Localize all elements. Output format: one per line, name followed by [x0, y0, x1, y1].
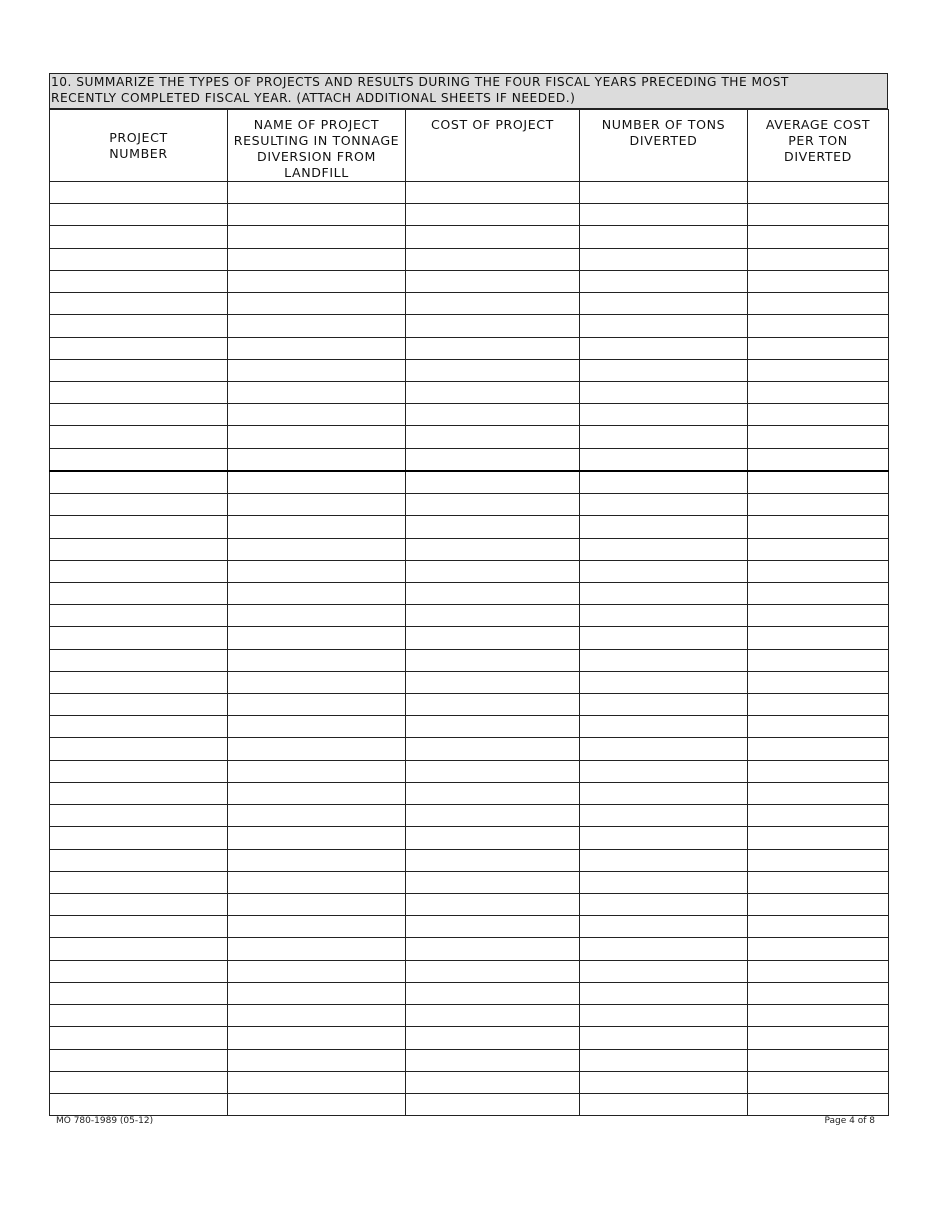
tons-diverted-cell[interactable]: [580, 716, 748, 738]
tons-diverted-cell[interactable]: [580, 1093, 748, 1115]
tons-diverted-cell[interactable]: [580, 1005, 748, 1027]
average-cost-cell[interactable]: [748, 716, 889, 738]
table-row: [50, 1049, 889, 1071]
header-row: [50, 110, 889, 182]
project-number-cell[interactable]: [50, 627, 228, 649]
project-cost-cell[interactable]: [406, 1005, 580, 1027]
project-name-cell[interactable]: [228, 871, 406, 893]
project-name-cell[interactable]: [228, 226, 406, 248]
table-row: [50, 538, 889, 560]
project-cost-cell[interactable]: [406, 448, 580, 471]
project-cost-cell[interactable]: [406, 916, 580, 938]
project-cost-cell[interactable]: [406, 204, 580, 226]
average-cost-cell[interactable]: [748, 337, 889, 359]
average-cost-cell[interactable]: [748, 849, 889, 871]
average-cost-cell[interactable]: [748, 738, 889, 760]
project-cost-cell[interactable]: [406, 182, 580, 204]
project-name-cell[interactable]: [228, 426, 406, 448]
project-number-cell[interactable]: [50, 560, 228, 582]
column-header-tons-diverted: NUMBER OF TONS DIVERTED: [580, 110, 748, 182]
average-cost-cell[interactable]: [748, 560, 889, 582]
project-number-cell[interactable]: [50, 270, 228, 292]
tons-diverted-cell[interactable]: [580, 738, 748, 760]
project-number-cell[interactable]: [50, 760, 228, 782]
tons-diverted-cell[interactable]: [580, 494, 748, 516]
project-name-cell[interactable]: [228, 359, 406, 381]
table-row: [50, 716, 889, 738]
average-cost-cell[interactable]: [748, 760, 889, 782]
table-row: [50, 404, 889, 426]
tons-diverted-cell[interactable]: [580, 760, 748, 782]
form-number: MO 780-1989 (05-12): [56, 1116, 154, 1126]
tons-diverted-cell[interactable]: [580, 426, 748, 448]
average-cost-cell[interactable]: [748, 1093, 889, 1115]
tons-diverted-cell[interactable]: [580, 182, 748, 204]
project-number-cell[interactable]: [50, 738, 228, 760]
table-row: [50, 694, 889, 716]
project-number-cell[interactable]: [50, 516, 228, 538]
project-name-cell[interactable]: [228, 738, 406, 760]
column-header-average-cost: AVERAGE COST PER TON DIVERTED: [748, 110, 889, 182]
project-name-cell[interactable]: [228, 849, 406, 871]
project-cost-cell[interactable]: [406, 494, 580, 516]
column-header-project-cost: COST OF PROJECT: [406, 110, 580, 182]
project-cost-cell[interactable]: [406, 605, 580, 627]
tons-diverted-cell[interactable]: [580, 605, 748, 627]
project-cost-cell[interactable]: [406, 516, 580, 538]
project-cost-cell[interactable]: [406, 894, 580, 916]
project-number-cell[interactable]: [50, 381, 228, 403]
table-row: [50, 226, 889, 248]
column-header-project-name: NAME OF PROJECT RESULTING IN TONNAGE DIVERSION FROM LANDFILL: [228, 110, 406, 182]
project-name-cell[interactable]: [228, 760, 406, 782]
project-number-cell[interactable]: [50, 426, 228, 448]
average-cost-cell[interactable]: [748, 448, 889, 471]
average-cost-cell[interactable]: [748, 982, 889, 1004]
table-row: [50, 605, 889, 627]
page-number: Page 4 of 8: [824, 1116, 875, 1126]
average-cost-cell[interactable]: [748, 538, 889, 560]
project-name-cell[interactable]: [228, 649, 406, 671]
table-row: [50, 782, 889, 804]
average-cost-cell[interactable]: [748, 649, 889, 671]
project-cost-cell[interactable]: [406, 627, 580, 649]
project-name-cell[interactable]: [228, 560, 406, 582]
table-row: [50, 359, 889, 381]
project-name-cell[interactable]: [228, 894, 406, 916]
project-name-cell[interactable]: [228, 960, 406, 982]
project-number-cell[interactable]: [50, 337, 228, 359]
project-cost-cell[interactable]: [406, 293, 580, 315]
tons-diverted-cell[interactable]: [580, 538, 748, 560]
project-cost-cell[interactable]: [406, 671, 580, 693]
project-name-cell[interactable]: [228, 381, 406, 403]
project-cost-cell[interactable]: [406, 538, 580, 560]
project-cost-cell[interactable]: [406, 960, 580, 982]
project-number-cell[interactable]: [50, 494, 228, 516]
project-number-cell[interactable]: [50, 849, 228, 871]
project-number-cell[interactable]: [50, 671, 228, 693]
table-row: [50, 182, 889, 204]
table-row: [50, 738, 889, 760]
project-number-cell[interactable]: [50, 1005, 228, 1027]
project-name-cell[interactable]: [228, 538, 406, 560]
table-row: [50, 293, 889, 315]
average-cost-cell[interactable]: [748, 1071, 889, 1093]
table-row: [50, 871, 889, 893]
project-name-cell[interactable]: [228, 1027, 406, 1049]
project-name-cell[interactable]: [228, 293, 406, 315]
average-cost-cell[interactable]: [748, 805, 889, 827]
tons-diverted-cell[interactable]: [580, 849, 748, 871]
table-row: [50, 760, 889, 782]
tons-diverted-cell[interactable]: [580, 1049, 748, 1071]
project-name-cell[interactable]: [228, 404, 406, 426]
project-number-cell[interactable]: [50, 293, 228, 315]
project-name-cell[interactable]: [228, 1071, 406, 1093]
project-cost-cell[interactable]: [406, 404, 580, 426]
average-cost-cell[interactable]: [748, 404, 889, 426]
project-name-cell[interactable]: [228, 627, 406, 649]
project-cost-cell[interactable]: [406, 760, 580, 782]
project-cost-cell[interactable]: [406, 738, 580, 760]
table-row: [50, 1005, 889, 1027]
tons-diverted-cell[interactable]: [580, 694, 748, 716]
average-cost-cell[interactable]: [748, 871, 889, 893]
tons-diverted-cell[interactable]: [580, 982, 748, 1004]
project-name-cell[interactable]: [228, 1093, 406, 1115]
project-cost-cell[interactable]: [406, 782, 580, 804]
tons-diverted-cell[interactable]: [580, 337, 748, 359]
table-row: [50, 448, 889, 471]
table-row: [50, 805, 889, 827]
project-name-cell[interactable]: [228, 1049, 406, 1071]
tons-diverted-cell[interactable]: [580, 381, 748, 403]
project-name-cell[interactable]: [228, 982, 406, 1004]
section-heading: 10. SUMMARIZE THE TYPES OF PROJECTS AND RESULTS DURING THE FOUR FISCAL YEARS PRECEDING THE MOST RECENTLY COMPLETED FISCAL YEAR. (ATTACH ADDITIONAL SHEETS IF NEEDED.): [49, 73, 888, 109]
table-row: [50, 248, 889, 270]
project-number-cell[interactable]: [50, 649, 228, 671]
average-cost-cell[interactable]: [748, 1049, 889, 1071]
table-row: [50, 849, 889, 871]
project-number-cell[interactable]: [50, 182, 228, 204]
project-cost-cell[interactable]: [406, 805, 580, 827]
tons-diverted-cell[interactable]: [580, 248, 748, 270]
project-number-cell[interactable]: [50, 960, 228, 982]
tons-diverted-cell[interactable]: [580, 782, 748, 804]
project-cost-cell[interactable]: [406, 827, 580, 849]
average-cost-cell[interactable]: [748, 627, 889, 649]
project-cost-cell[interactable]: [406, 716, 580, 738]
tons-diverted-cell[interactable]: [580, 448, 748, 471]
table-row: [50, 582, 889, 604]
table-row: [50, 982, 889, 1004]
tons-diverted-cell[interactable]: [580, 671, 748, 693]
average-cost-cell[interactable]: [748, 248, 889, 270]
project-cost-cell[interactable]: [406, 938, 580, 960]
average-cost-cell[interactable]: [748, 1005, 889, 1027]
tons-diverted-cell[interactable]: [580, 827, 748, 849]
project-name-cell[interactable]: [228, 182, 406, 204]
project-cost-cell[interactable]: [406, 1027, 580, 1049]
average-cost-cell[interactable]: [748, 827, 889, 849]
project-name-cell[interactable]: [228, 827, 406, 849]
project-cost-cell[interactable]: [406, 1093, 580, 1115]
project-number-cell[interactable]: [50, 404, 228, 426]
average-cost-cell[interactable]: [748, 226, 889, 248]
tons-diverted-cell[interactable]: [580, 560, 748, 582]
project-name-cell[interactable]: [228, 916, 406, 938]
project-number-cell[interactable]: [50, 1071, 228, 1093]
project-cost-cell[interactable]: [406, 270, 580, 292]
project-name-cell[interactable]: [228, 694, 406, 716]
table-row: [50, 894, 889, 916]
project-name-cell[interactable]: [228, 938, 406, 960]
project-name-cell[interactable]: [228, 315, 406, 337]
project-name-cell[interactable]: [228, 516, 406, 538]
tons-diverted-cell[interactable]: [580, 471, 748, 494]
average-cost-cell[interactable]: [748, 381, 889, 403]
project-number-cell[interactable]: [50, 782, 228, 804]
project-number-cell[interactable]: [50, 871, 228, 893]
project-number-cell[interactable]: [50, 538, 228, 560]
table-row: [50, 938, 889, 960]
tons-diverted-cell[interactable]: [580, 871, 748, 893]
project-name-cell[interactable]: [228, 337, 406, 359]
project-cost-cell[interactable]: [406, 359, 580, 381]
project-name-cell[interactable]: [228, 671, 406, 693]
project-name-cell[interactable]: [228, 448, 406, 471]
average-cost-cell[interactable]: [748, 960, 889, 982]
tons-diverted-cell[interactable]: [580, 1027, 748, 1049]
tons-diverted-cell[interactable]: [580, 270, 748, 292]
project-number-cell[interactable]: [50, 938, 228, 960]
project-number-cell[interactable]: [50, 805, 228, 827]
table-row: [50, 827, 889, 849]
project-number-cell[interactable]: [50, 894, 228, 916]
average-cost-cell[interactable]: [748, 894, 889, 916]
project-number-cell[interactable]: [50, 1049, 228, 1071]
average-cost-cell[interactable]: [748, 1027, 889, 1049]
projects-table: [49, 109, 889, 1116]
project-number-cell[interactable]: [50, 471, 228, 494]
table-row: [50, 381, 889, 403]
table-row: [50, 671, 889, 693]
project-number-cell[interactable]: [50, 359, 228, 381]
table-row: [50, 916, 889, 938]
table-row: [50, 960, 889, 982]
project-cost-cell[interactable]: [406, 1071, 580, 1093]
project-summary-form: [49, 73, 888, 1116]
table-row: [50, 315, 889, 337]
project-cost-cell[interactable]: [406, 694, 580, 716]
tons-diverted-cell[interactable]: [580, 359, 748, 381]
table-row: [50, 560, 889, 582]
table-row: [50, 426, 889, 448]
project-name-cell[interactable]: [228, 782, 406, 804]
project-number-cell[interactable]: [50, 694, 228, 716]
tons-diverted-cell[interactable]: [580, 1071, 748, 1093]
project-number-cell[interactable]: [50, 827, 228, 849]
table-row: [50, 494, 889, 516]
project-name-cell[interactable]: [228, 582, 406, 604]
tons-diverted-cell[interactable]: [580, 582, 748, 604]
average-cost-cell[interactable]: [748, 426, 889, 448]
tons-diverted-cell[interactable]: [580, 204, 748, 226]
project-number-cell[interactable]: [50, 582, 228, 604]
table-row: [50, 516, 889, 538]
project-cost-cell[interactable]: [406, 582, 580, 604]
tons-diverted-cell[interactable]: [580, 627, 748, 649]
project-number-cell[interactable]: [50, 1027, 228, 1049]
table-row: [50, 204, 889, 226]
average-cost-cell[interactable]: [748, 182, 889, 204]
tons-diverted-cell[interactable]: [580, 516, 748, 538]
average-cost-cell[interactable]: [748, 494, 889, 516]
table-row: [50, 1027, 889, 1049]
average-cost-cell[interactable]: [748, 293, 889, 315]
tons-diverted-cell[interactable]: [580, 226, 748, 248]
project-name-cell[interactable]: [228, 248, 406, 270]
average-cost-cell[interactable]: [748, 315, 889, 337]
project-cost-cell[interactable]: [406, 226, 580, 248]
tons-diverted-cell[interactable]: [580, 960, 748, 982]
column-header-project-number: PROJECT NUMBER: [50, 110, 228, 182]
average-cost-cell[interactable]: [748, 938, 889, 960]
tons-diverted-cell[interactable]: [580, 916, 748, 938]
project-number-cell[interactable]: [50, 716, 228, 738]
table-row: [50, 649, 889, 671]
project-name-cell[interactable]: [228, 204, 406, 226]
project-number-cell[interactable]: [50, 916, 228, 938]
tons-diverted-cell[interactable]: [580, 938, 748, 960]
project-cost-cell[interactable]: [406, 982, 580, 1004]
average-cost-cell[interactable]: [748, 605, 889, 627]
average-cost-cell[interactable]: [748, 582, 889, 604]
table-row: [50, 270, 889, 292]
project-number-cell[interactable]: [50, 204, 228, 226]
tons-diverted-cell[interactable]: [580, 293, 748, 315]
project-number-cell[interactable]: [50, 605, 228, 627]
project-cost-cell[interactable]: [406, 381, 580, 403]
project-cost-cell[interactable]: [406, 849, 580, 871]
project-name-cell[interactable]: [228, 605, 406, 627]
project-cost-cell[interactable]: [406, 871, 580, 893]
project-number-cell[interactable]: [50, 315, 228, 337]
project-number-cell[interactable]: [50, 982, 228, 1004]
project-name-cell[interactable]: [228, 270, 406, 292]
average-cost-cell[interactable]: [748, 694, 889, 716]
project-number-cell[interactable]: [50, 248, 228, 270]
project-number-cell[interactable]: [50, 226, 228, 248]
average-cost-cell[interactable]: [748, 671, 889, 693]
project-name-cell[interactable]: [228, 716, 406, 738]
project-cost-cell[interactable]: [406, 1049, 580, 1071]
average-cost-cell[interactable]: [748, 516, 889, 538]
table-row: [50, 471, 889, 494]
project-name-cell[interactable]: [228, 494, 406, 516]
average-cost-cell[interactable]: [748, 916, 889, 938]
project-cost-cell[interactable]: [406, 426, 580, 448]
project-cost-cell[interactable]: [406, 248, 580, 270]
project-name-cell[interactable]: [228, 1005, 406, 1027]
average-cost-cell[interactable]: [748, 359, 889, 381]
tons-diverted-cell[interactable]: [580, 315, 748, 337]
average-cost-cell[interactable]: [748, 204, 889, 226]
table-row: [50, 1071, 889, 1093]
table-row: [50, 627, 889, 649]
table-row: [50, 337, 889, 359]
tons-diverted-cell[interactable]: [580, 404, 748, 426]
project-cost-cell[interactable]: [406, 471, 580, 494]
project-name-cell[interactable]: [228, 471, 406, 494]
tons-diverted-cell[interactable]: [580, 649, 748, 671]
tons-diverted-cell[interactable]: [580, 894, 748, 916]
project-cost-cell[interactable]: [406, 315, 580, 337]
project-number-cell[interactable]: [50, 1093, 228, 1115]
project-name-cell[interactable]: [228, 805, 406, 827]
project-cost-cell[interactable]: [406, 337, 580, 359]
average-cost-cell[interactable]: [748, 471, 889, 494]
project-number-cell[interactable]: [50, 448, 228, 471]
project-cost-cell[interactable]: [406, 649, 580, 671]
average-cost-cell[interactable]: [748, 270, 889, 292]
average-cost-cell[interactable]: [748, 782, 889, 804]
project-cost-cell[interactable]: [406, 560, 580, 582]
table-row: [50, 1093, 889, 1115]
tons-diverted-cell[interactable]: [580, 805, 748, 827]
